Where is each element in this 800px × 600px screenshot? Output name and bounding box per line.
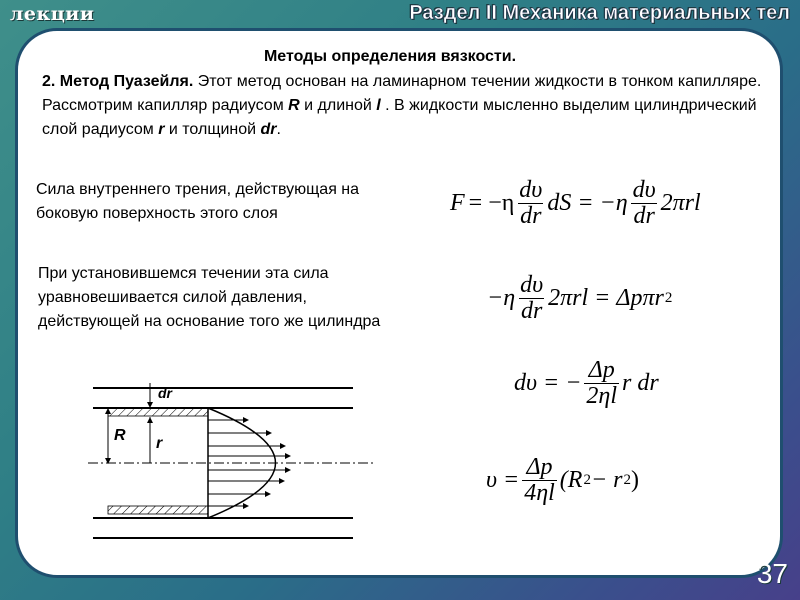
f1-mid: dS = −η [547, 190, 628, 217]
label-r: r [156, 435, 163, 452]
f4-num: Δp [526, 454, 553, 480]
f2-lead: −η [487, 285, 516, 312]
f3-tail: r dr [621, 370, 659, 397]
pressure-text: При установившемся течении эта сила уравновешивается силой давления, действующей на основание того же цилиндра [38, 265, 381, 330]
lectures-label[interactable]: лекции [10, 3, 95, 25]
intro-text-4: и толщиной [164, 121, 261, 138]
intro-text-5: . [276, 121, 281, 138]
f2-num: dυ [520, 272, 544, 298]
label-dr: dr [158, 385, 172, 401]
f4-frac [522, 455, 557, 506]
intro-paragraph [42, 70, 762, 142]
method-label: 2. Метод Пуазейля. [42, 73, 194, 90]
f3-lhs: dυ = − [514, 370, 582, 397]
label-R: R [114, 427, 126, 444]
f3-num: Δp [588, 357, 615, 383]
f2-frac [518, 273, 545, 324]
top-bar [0, 0, 800, 28]
formula-friction-force [450, 178, 701, 229]
f1-tail: 2πrl [660, 190, 701, 217]
f4-exp2: 2 [623, 472, 631, 489]
slide-heading: Методы определения вязкости. [263, 48, 517, 65]
f4-exp1: 2 [583, 472, 591, 489]
friction-text: Сила внутреннего трения, действующая на боковую поверхность этого слоя [36, 181, 360, 222]
f1-lhs: F [450, 190, 465, 217]
section-title[interactable]: Раздел II Механика материальных тел [409, 2, 790, 24]
layer-top-hatch [108, 408, 208, 416]
f1-num: dυ [519, 177, 543, 203]
f4-den: 4ηl [524, 480, 555, 507]
f2-exp: 2 [664, 290, 673, 307]
f1-frac2 [631, 178, 658, 229]
f1-den: dr [520, 203, 542, 230]
f1-den2: dr [633, 203, 655, 230]
f4-open: (R [559, 467, 583, 494]
formula-velocity-differential [514, 358, 659, 409]
formula-force-balance [487, 273, 672, 324]
f2-den: dr [520, 298, 543, 325]
intro-text-3: . В жидкости мысленно выделим цилиндрический слой радиусом [42, 97, 757, 138]
formula-velocity-profile [486, 455, 639, 506]
var-l: l [376, 97, 381, 114]
page-number: 37 [756, 558, 788, 589]
f1-frac1 [517, 178, 544, 229]
f3-frac [584, 358, 619, 409]
f4-close: ) [631, 467, 639, 494]
var-dr: dr [260, 121, 277, 138]
f1-eq1: = −η [468, 190, 515, 217]
f4-mid: − r [590, 467, 623, 494]
f2-mid: 2πrl = Δpπr [548, 285, 664, 312]
var-R: R [288, 97, 300, 114]
var-r: r [158, 121, 165, 138]
intro-text-1: Этот метод основан на ламинарном течении жидкости в тонком капилляре. Рассмотрим капилляр радиусом [42, 73, 762, 114]
capillary-flow-diagram [88, 378, 373, 554]
f1-num2: dυ [632, 177, 656, 203]
f3-den: 2ηl [586, 383, 617, 410]
intro-text-2: и длиной [299, 97, 377, 114]
layer-bottom-hatch [108, 506, 208, 514]
f4-lhs: υ = [486, 467, 520, 494]
